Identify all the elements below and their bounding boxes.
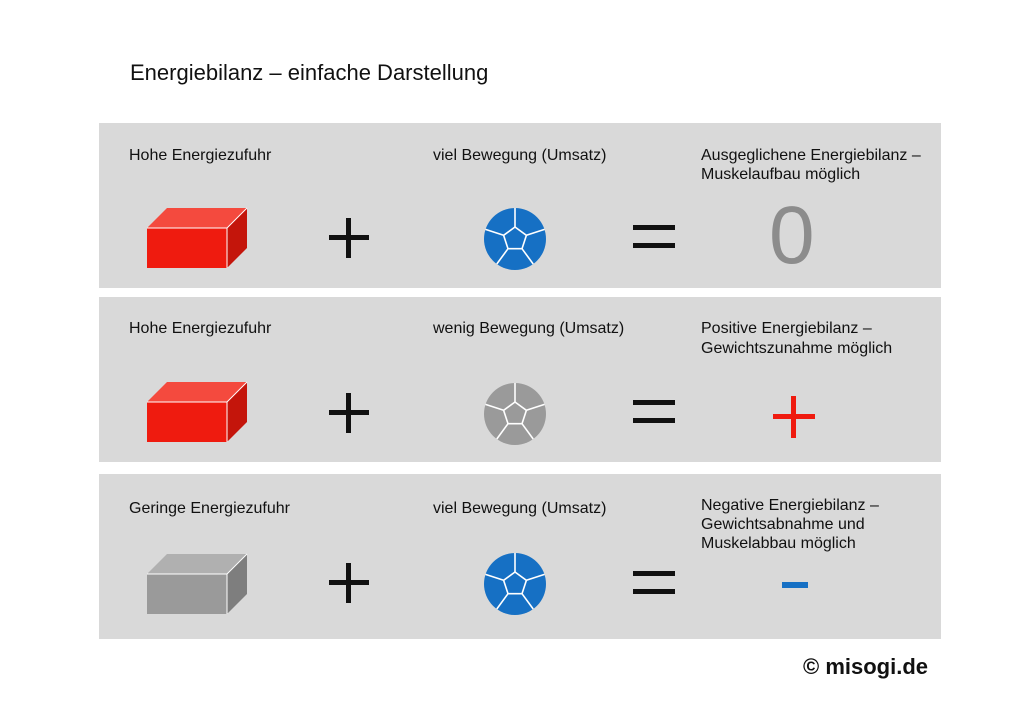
result-label-line-2: Muskelaufbau möglich bbox=[701, 166, 861, 183]
page-title: Energiebilanz – einfache Darstellung bbox=[130, 60, 489, 85]
intake-label: Hohe Energiezufuhr bbox=[129, 320, 272, 337]
copyright-notice: © misogi.de bbox=[803, 654, 929, 679]
plus-operator-icon bbox=[327, 216, 371, 260]
balance-row-1 bbox=[99, 123, 941, 288]
result-minus-symbol-icon bbox=[782, 581, 808, 589]
result-zero-symbol: 0 bbox=[769, 190, 815, 281]
grey-box-icon bbox=[146, 553, 248, 615]
equals-operator-icon bbox=[632, 566, 676, 600]
grey-dodecahedron-icon bbox=[482, 381, 548, 447]
equals-operator-icon bbox=[632, 395, 676, 429]
plus-operator-icon bbox=[327, 391, 371, 435]
red-box-icon bbox=[146, 381, 248, 443]
red-box-icon bbox=[146, 207, 248, 269]
blue-dodecahedron-icon bbox=[482, 551, 548, 617]
balance-row-3 bbox=[99, 474, 941, 639]
movement-label: viel Bewegung (Umsatz) bbox=[433, 147, 607, 164]
result-label-line-1: Negative Energiebilanz – bbox=[701, 497, 879, 514]
result-label-line-1: Positive Energiebilanz – bbox=[701, 320, 872, 337]
balance-row-2 bbox=[99, 297, 941, 462]
intake-label: Geringe Energiezufuhr bbox=[129, 500, 290, 517]
equals-operator-icon bbox=[632, 220, 676, 254]
movement-label: viel Bewegung (Umsatz) bbox=[433, 500, 607, 517]
result-label-line-1: Ausgeglichene Energiebilanz – bbox=[701, 147, 921, 164]
result-plus-symbol-icon bbox=[772, 395, 816, 439]
result-label-line-2: Gewichtszunahme möglich bbox=[701, 340, 893, 357]
movement-label: wenig Bewegung (Umsatz) bbox=[433, 320, 625, 337]
result-label-line-2: Gewichtsabnahme und bbox=[701, 516, 865, 533]
plus-operator-icon bbox=[327, 561, 371, 605]
blue-dodecahedron-icon bbox=[482, 206, 548, 272]
result-label-line-3: Muskelabbau möglich bbox=[701, 535, 856, 552]
intake-label: Hohe Energiezufuhr bbox=[129, 147, 272, 164]
